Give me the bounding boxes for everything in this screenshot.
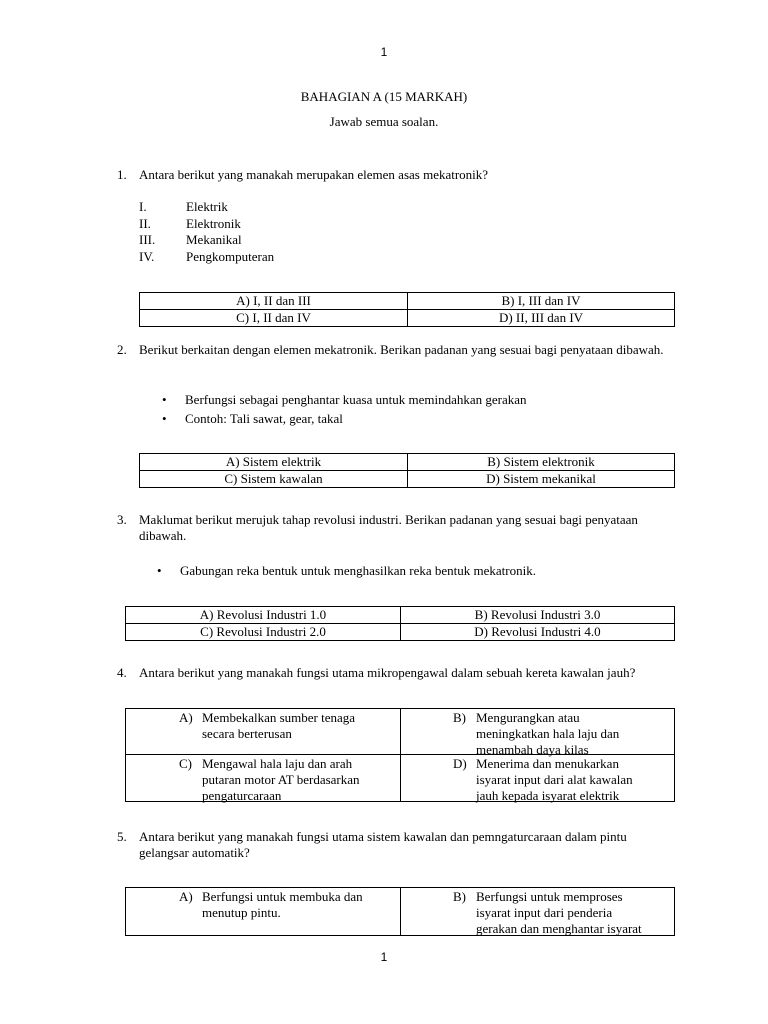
option-letter: B): [453, 889, 466, 904]
option-d[interactable]: D) II, III dan IV: [408, 310, 675, 327]
option-d[interactable]: [401, 755, 675, 802]
option-b[interactable]: [401, 709, 675, 755]
question-text: Antara berikut yang manakah merupakan elemen asas mekatronik?: [139, 167, 489, 182]
question-3: [117, 512, 677, 544]
question-5: [117, 829, 677, 861]
option-c[interactable]: C) Revolusi Industri 2.0: [126, 624, 401, 641]
item-text: Elektronik: [186, 216, 241, 231]
option-a[interactable]: [126, 709, 401, 755]
option-a[interactable]: [126, 888, 401, 936]
option-b[interactable]: B) Sistem elektronik: [408, 454, 675, 471]
q1-options-table: [139, 292, 675, 327]
item-text: Mekanikal: [186, 232, 242, 247]
question-text: Antara berikut yang manakah fungsi utama sistem kawalan dan pemngaturcaraan dalam pintu gelangsar automatik?: [139, 829, 627, 860]
q5-options-table: [125, 887, 675, 936]
bullet-text: Gabungan reka bentuk untuk menghasilkan reka bentuk mekatronik.: [180, 563, 536, 578]
option-b[interactable]: B) Revolusi Industri 3.0: [401, 607, 675, 624]
question-number: 1.: [117, 167, 127, 182]
roman-numeral: II.: [139, 216, 151, 231]
question-number: 2.: [117, 342, 127, 357]
q4-options-table: [125, 708, 675, 802]
question-4: [117, 665, 677, 681]
bullet-icon: •: [162, 392, 167, 407]
option-a[interactable]: A) Revolusi Industri 1.0: [126, 607, 401, 624]
bullet-text: Berfungsi sebagai penghantar kuasa untuk memindahkan gerakan: [185, 392, 527, 407]
option-text: Menerima dan menukarkan isyarat input dari alat kawalan jauh kepada isyarat elektrik: [476, 756, 633, 803]
question-text: Antara berikut yang manakah fungsi utama mikropengawal dalam sebuah kereta kawalan jauh?: [139, 665, 636, 680]
q3-options-table: [125, 606, 675, 641]
option-letter: D): [453, 756, 467, 771]
option-a[interactable]: A) Sistem elektrik: [140, 454, 408, 471]
option-c[interactable]: C) Sistem kawalan: [140, 471, 408, 488]
bullet-text: Contoh: Tali sawat, gear, takal: [185, 411, 343, 426]
option-text: Membekalkan sumber tenaga secara berterusan: [202, 710, 356, 741]
question-text: Maklumat berikut merujuk tahap revolusi industri. Berikan padanan yang sesuai bagi penyataan dibawah.: [139, 512, 638, 543]
question-text: Berikut berkaitan dengan elemen mekatronik. Berikan padanan yang sesuai bagi penyataan dibawah.: [139, 342, 664, 357]
question-number: 5.: [117, 829, 127, 844]
footer-page-number: 1: [380, 950, 388, 964]
roman-numeral: III.: [139, 232, 156, 247]
bullet-icon: •: [162, 411, 167, 426]
roman-numeral: IV.: [139, 249, 155, 264]
option-a[interactable]: A) I, II dan III: [140, 293, 408, 310]
q2-options-table: [139, 453, 675, 488]
section-instruction: Jawab semua soalan.: [329, 114, 439, 129]
option-text: Berfungsi untuk membuka dan menutup pintu.: [202, 889, 363, 920]
option-text: Mengurangkan atau meningkatkan hala laju dan menambah daya kilas: [476, 710, 620, 757]
option-b[interactable]: [401, 888, 675, 936]
option-c[interactable]: C) I, II dan IV: [140, 310, 408, 327]
option-text: Berfungsi untuk memproses isyarat input dari penderia gerakan dan menghantar isyarat: [476, 889, 642, 936]
section-title: BAHAGIAN A (15 MARKAH): [300, 89, 468, 104]
question-number: 4.: [117, 665, 127, 680]
option-letter: A): [179, 889, 193, 904]
question-2: [117, 342, 677, 358]
option-b[interactable]: B) I, III dan IV: [408, 293, 675, 310]
item-text: Elektrik: [186, 199, 228, 214]
option-d[interactable]: D) Revolusi Industri 4.0: [401, 624, 675, 641]
option-c[interactable]: [126, 755, 401, 802]
question-number: 3.: [117, 512, 127, 527]
option-letter: A): [179, 710, 193, 725]
option-letter: C): [179, 756, 192, 771]
option-d[interactable]: D) Sistem mekanikal: [408, 471, 675, 488]
question-1: [117, 167, 677, 183]
header-page-number: 1: [380, 45, 388, 59]
option-letter: B): [453, 710, 466, 725]
option-text: Mengawal hala laju dan arah putaran motor AT berdasarkan pengaturcaraan: [202, 756, 360, 803]
bullet-icon: •: [157, 563, 162, 578]
item-text: Pengkomputeran: [186, 249, 275, 264]
roman-numeral: I.: [139, 199, 147, 214]
